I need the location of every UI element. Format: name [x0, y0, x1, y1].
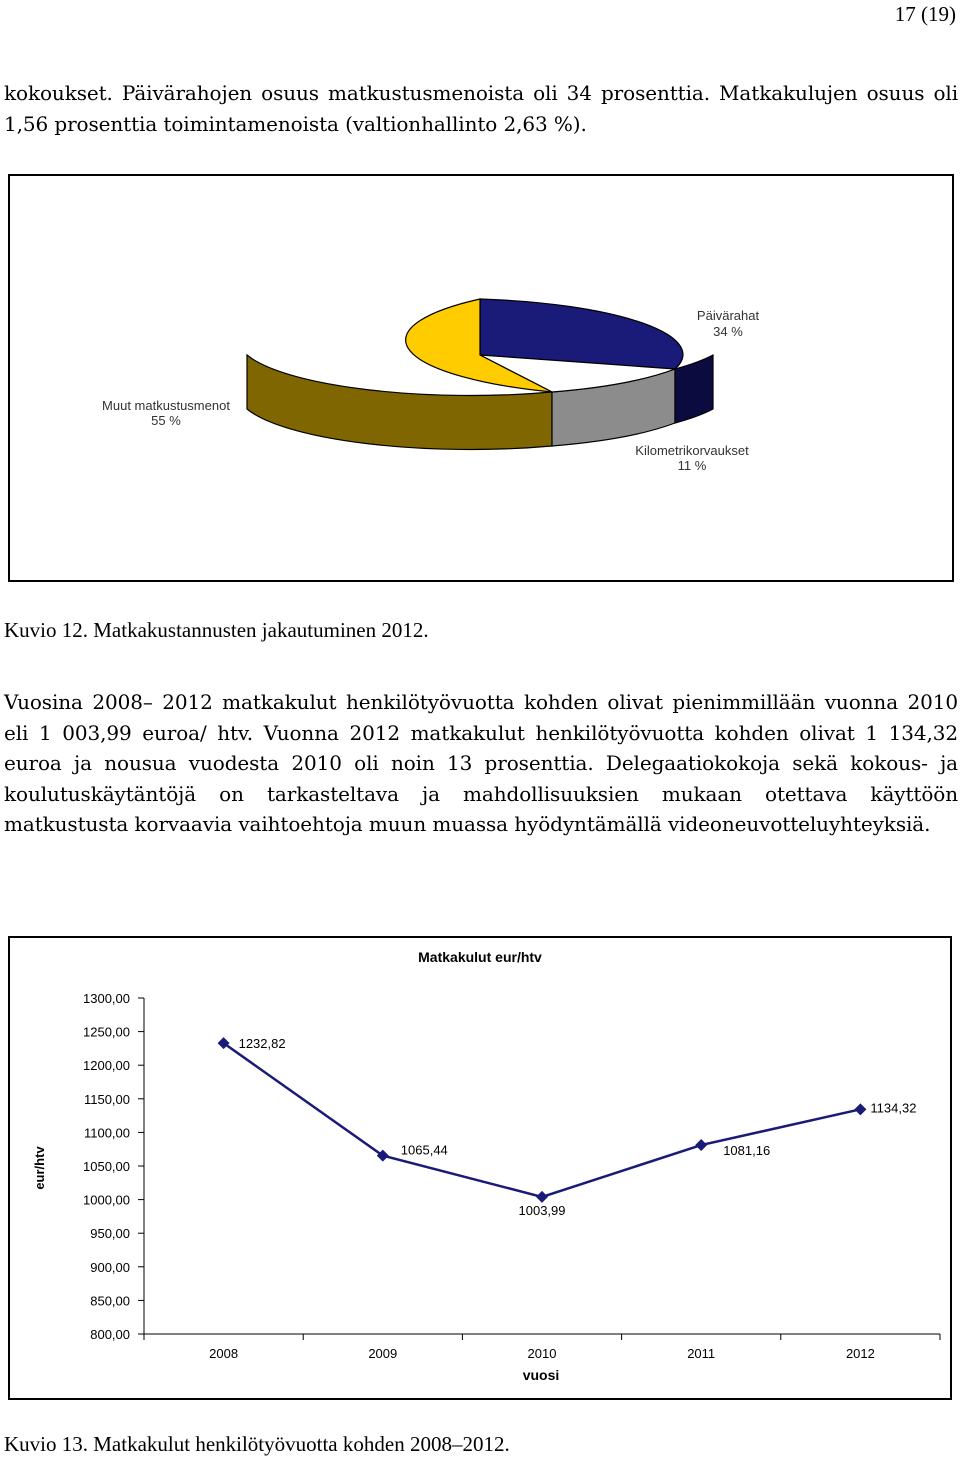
data-label: 1003,99: [518, 1202, 566, 1218]
y-tick-label: 1200,00: [83, 1058, 130, 1074]
pie-side-paivarahat: [675, 355, 713, 423]
figure-12-caption: Kuvio 12. Matkakustannusten jakautuminen 2012.: [4, 618, 429, 642]
line-chart-title: Matkakulut eur/htv: [418, 949, 542, 965]
figure-13-caption: Kuvio 13. Matkakulut henkilötyövuotta kohden 2008–2012.: [4, 1432, 510, 1456]
body-paragraph: Vuosina 2008– 2012 matkakulut henkilötyövuotta kohden olivat pienimmillään vuonna 2010 eli 1 003,99 euroa/ htv. Vuonna 2012 matkakulut henkilötyövuotta kohden olivat 1 134,32 euroa ja nousua vuodesta 2010 oli noin 13 prosenttia. Delegaatiokokoja sekä kokous- ja koulutuskäytäntöjä on tarkasteltava ja mahdollisuuksien mukaan otettava käyttöön matkustusta korvaavia vaihtoehtoja muun muassa hyödyntämällä videoneuvotteluyhteyksiä.: [4, 690, 958, 836]
data-label: 1134,32: [870, 1100, 917, 1116]
x-tick-label: 2009: [368, 1346, 398, 1361]
line-chart-frame: [8, 936, 952, 1400]
y-tick-label: 1300,00: [83, 991, 130, 1006]
data-label: 1232,82: [238, 1036, 286, 1052]
pie-value-muut: 55 %: [151, 413, 181, 428]
data-point-marker: [695, 1139, 707, 1151]
pie-value-kilometrikorvaukset: 11 %: [677, 458, 707, 473]
y-tick-label: 1050,00: [83, 1159, 130, 1174]
line-chart-series: [218, 1036, 917, 1218]
y-tick-label: 1150,00: [83, 1091, 130, 1107]
line-chart: [10, 938, 950, 1398]
line-chart-ylabel: eur/htv: [32, 1146, 47, 1190]
x-tick-label: 2010: [527, 1346, 557, 1361]
y-tick-label: 1250,00: [83, 1024, 130, 1040]
pie-label-kilometrikorvaukset: Kilometrikorvaukset: [635, 443, 749, 458]
x-tick-label: 2011: [687, 1346, 716, 1361]
y-tick-label: 900,00: [90, 1259, 130, 1275]
pie-label-muut: Muut matkustusmenot: [102, 398, 230, 413]
pie-label-paivarahat: Päivärahat: [696, 308, 760, 323]
y-tick-label: 850,00: [90, 1293, 130, 1309]
x-tick-label: 2008: [209, 1346, 239, 1361]
y-tick-label: 950,00: [90, 1226, 130, 1242]
data-point-marker: [854, 1103, 866, 1115]
line-chart-axes: [83, 991, 940, 1361]
data-point-marker: [536, 1191, 548, 1203]
pie-chart: [10, 176, 952, 580]
page-number: 17 (19): [894, 2, 956, 26]
data-label: 1065,44: [400, 1142, 448, 1158]
pie-chart-frame: [8, 174, 954, 582]
x-tick-label: 2012: [845, 1346, 875, 1361]
y-tick-label: 1000,00: [83, 1192, 130, 1208]
line-chart-xlabel: vuosi: [522, 1367, 560, 1383]
series-line: [224, 1043, 861, 1197]
intro-paragraph: kokoukset. Päivärahojen osuus matkustusmenoista oli 34 prosenttia. Matkakulujen osuus oli 1,56 prosenttia toimintamenoista (valtionhallinto 2,63 %).: [4, 81, 958, 136]
y-tick-label: 1100,00: [83, 1125, 130, 1141]
y-tick-label: 800,00: [90, 1327, 130, 1342]
pie-value-paivarahat: 34 %: [713, 324, 743, 339]
data-label: 1081,16: [723, 1143, 771, 1159]
